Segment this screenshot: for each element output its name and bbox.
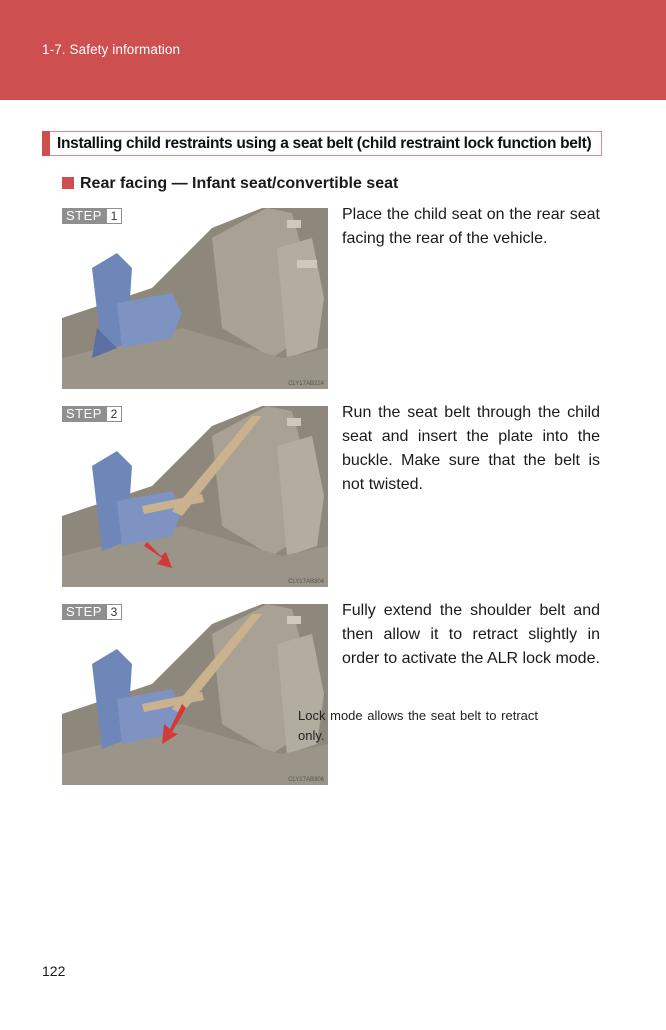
step-label: STEP — [62, 208, 106, 224]
step-badge — [62, 406, 122, 422]
section-heading: Installing child restraints using a seat belt (child restraint lock function belt) — [57, 135, 592, 152]
section-heading-box — [42, 131, 602, 156]
subheading-text: Rear facing — Infant seat/convertible seat — [80, 175, 399, 192]
step-3-text: Fully extend the shoulder belt and then allow it to retract slightly in order to activate the ALR lock mode. — [342, 602, 600, 667]
step-number: 1 — [106, 208, 122, 224]
step-2-text: Run the seat belt through the child seat and insert the plate into the buckle. Make sure that the belt is not twisted. — [342, 404, 600, 493]
heading-accent-bar — [42, 131, 50, 156]
page-number: 122 — [42, 963, 66, 979]
step-2-illustration — [62, 406, 328, 587]
subheading — [62, 175, 398, 193]
step-badge — [62, 208, 122, 224]
step-1-text: Place the child seat on the rear seat facing the rear of the vehicle. — [342, 206, 600, 247]
step-number: 3 — [106, 604, 122, 620]
image-code: CLY17AB304 — [288, 579, 324, 585]
image-code: CLY17AB306 — [288, 777, 324, 783]
step-3-illustration — [62, 604, 328, 785]
step-1-illustration — [62, 208, 328, 389]
header-band — [0, 0, 666, 100]
square-bullet-icon — [62, 177, 74, 189]
step-badge — [62, 604, 122, 620]
step-label: STEP — [62, 604, 106, 620]
section-path: 1-7. Safety information — [42, 42, 181, 57]
step-label: STEP — [62, 406, 106, 422]
image-code: CLY17AB224 — [288, 381, 324, 387]
step-number: 2 — [106, 406, 122, 422]
step-3-note: Lock mode allows the seat belt to retract only. — [298, 708, 538, 743]
